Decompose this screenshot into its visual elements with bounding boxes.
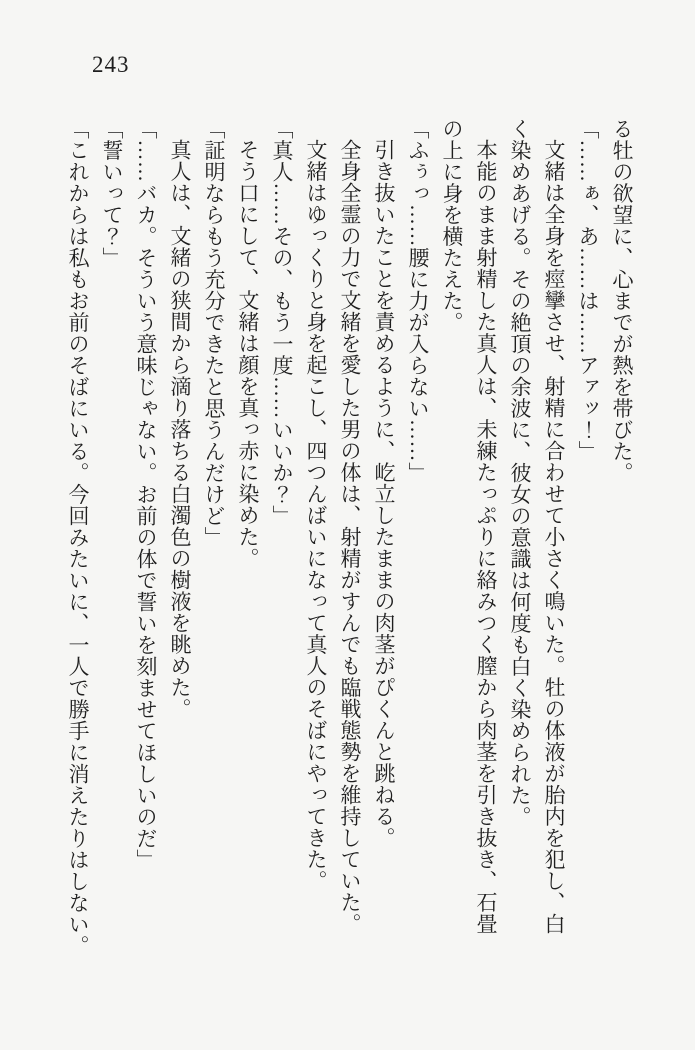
text-line: 「誓いって？」 (100, 118, 124, 269)
text-line: く染めあげる。その絶頂の余波に、彼女の意識は何度も白く染められた。 (508, 118, 532, 828)
text-line: 真人は、文緒の狭間から滴り落ちる白濁色の樹液を眺めた。 (168, 139, 192, 720)
text-line: 「……ぁ、あ……は……アァッ！」 (576, 118, 600, 462)
text-line: る牡の欲望に、心までが熱を帯びた。 (610, 118, 634, 484)
text-line: 引き抜いたことを責めるように、屹立したままの肉茎がぴくんと跳ねる。 (372, 139, 396, 849)
text-line: そう口にして、文緒は顔を真っ赤に染めた。 (236, 139, 260, 569)
text-line: 本能のまま射精した真人は、未練たっぷりに絡みつく膣から肉茎を引き抜き、石畳 (474, 139, 498, 935)
text-line: 「これからは私もお前のそばにいる。今回みたいに、一人で勝手に消えたりはしない。 (66, 118, 90, 957)
page-number: 243 (92, 52, 130, 77)
text-line: 「真人……その、もう一度……いいか？」 (270, 118, 294, 527)
text-line: 「……バカ。そういう意味じゃない。お前の体で誓いを刻ませてほしいのだ」 (134, 118, 158, 871)
text-line: 全身全霊の力で文緒を愛した男の体は、射精がすんでも臨戦態勢を維持していた。 (338, 139, 362, 935)
text-line: 文緒は全身を痙攣させ、射精に合わせて小さく鳴いた。牡の体液が胎内を犯し、白 (542, 139, 566, 935)
text-line: 文緒はゆっくりと身を起こし、四つんばいになって真人のそばにやってきた。 (304, 139, 328, 892)
text-line: 「証明ならもう充分できたと思うんだけど」 (202, 118, 226, 548)
body-text-block (61, 118, 639, 966)
text-line: 「ふぅっ……腰に力が入らない……」 (406, 118, 430, 484)
text-line: の上に身を横たえた。 (440, 118, 464, 333)
